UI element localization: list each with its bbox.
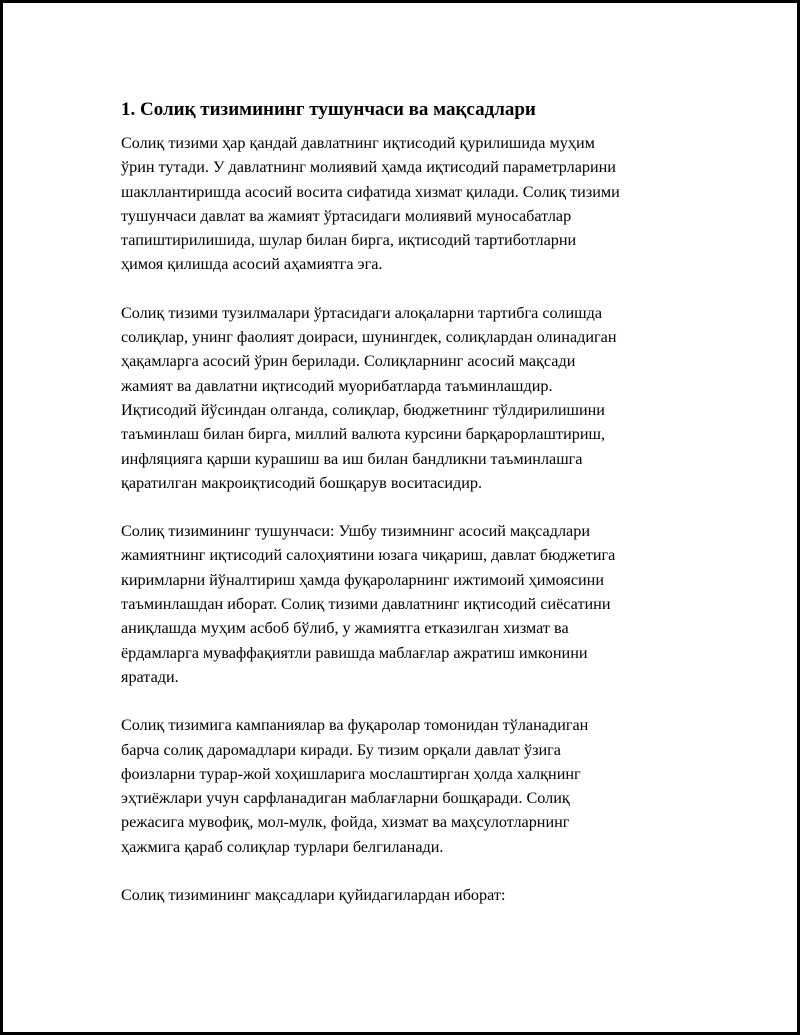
paragraph-5: Солиқ тизимининг мақсадлари қуйидагилардан иборат:: [121, 886, 506, 905]
paragraph-3: Солиқ тизимининг тушунчаси: Ушбу тизимнинг асосий мақсадлари жамиятнинг иқтисодий салоҳиятини юзага чиқариш, давлат бюджетига киримларни йўналтириш ҳамда фуқароларнинг ижтимоий ҳимоясини таъминлашдан иборат. Солиқ тизими давлатнинг иқтисодий сиёсатини аниқлашда муҳим асбоб бўлиб, у жамиятга етказилган хизмат ва ёрдамларга муваффақиятли равишда маблағлар ажратиш имконини яратади.: [121, 522, 616, 686]
document-body: [121, 97, 693, 907]
paragraph-4: Солиқ тизимига кампаниялар ва фуқаролар томонидан тўланадиган барча солиқ даромадлари киради. Бу тизим орқали давлат ўзига фоизларни турар-жой хоҳишларига мослаштирган ҳолда халқнинг эҳтиёжлари учун сарфланадиган маблағларни бошқаради. Солиқ режасига мувофиқ, мол-мулк, фойда, хизмат ва маҳсулотларнинг ҳажмига қараб солиқлар турлари белгиланади.: [121, 716, 589, 856]
section-heading: 1. Солиқ тизимининг тушунчаси ва мақсадлари: [121, 99, 536, 120]
paragraph-1: Солиқ тизими ҳар қандай давлатнинг иқтисодий қурилишида муҳим ўрин тутади. У давлатнинг молиявий ҳамда иқтисодий параметрларини шакллантиришда асосий восита сифатида хизмат қилади. Солиқ тизими тушунчаси давлат ва жамият ўртасидаги молиявий муносабатлар тапиштирилишида, шулар билан бирга, иқтисодий тартиботларни ҳимоя қилишда асосий аҳамиятга эга.: [121, 134, 620, 274]
paragraph-2: Солиқ тизими тузилмалари ўртасидаги алоқаларни тартибга солишда солиқлар, унинг фаолият доираси, шунингдек, солиқлардан олинадиган ҳақамларга асосий ўрин берилади. Солиқларнинг асосий мақсади жамият ва давлатни иқтисодий муорибатларда таъминлашдир. Иқтисодий йўсиндан олганда, солиқлар, бюджетнинг тўлдирилишини таъминлаш билан бирга, миллий валюта курсини барқарорлаштириш, инфляцияга қарши курашиш ва иш билан бандликни таъминлашга қаратилган макроиқтисодий бошқарув воситасидир.: [121, 303, 617, 492]
